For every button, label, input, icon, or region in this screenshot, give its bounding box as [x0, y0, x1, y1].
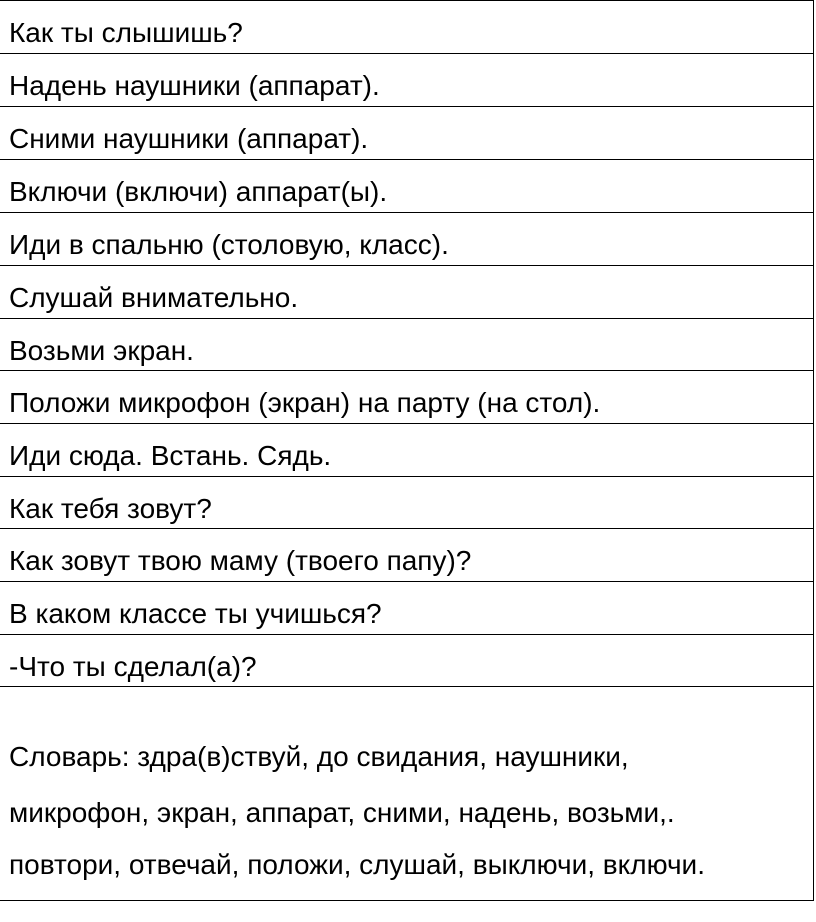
- vocabulary-line: Словарь: здра(в)ствуй, до свидания, наушники,: [9, 741, 629, 772]
- phrase-text: Сними наушники (аппарат).: [9, 123, 369, 154]
- phrase-text: Как зовут твою маму (твоего папу)?: [9, 545, 472, 576]
- table-row: [0, 159, 814, 212]
- phrase-text: Возьми экран.: [9, 335, 194, 366]
- phrase-text: В каком классе ты учишься?: [9, 598, 382, 629]
- phrase-text: Надень наушники (аппарат).: [9, 70, 380, 101]
- table-row: [0, 53, 814, 106]
- table-row: [0, 528, 814, 581]
- table-row: [0, 581, 814, 634]
- phrase-text: Как тебя зовут?: [9, 493, 212, 524]
- vocabulary-line: микрофон, экран, аппарат, сними, надень, возьми,.: [9, 797, 675, 828]
- vocabulary-line: повтори, отвечай, положи, слушай, выключи, включи.: [9, 849, 705, 880]
- vocabulary-cell: [0, 686, 814, 901]
- table-row: [0, 423, 814, 476]
- phrase-text: Иди сюда. Встань. Сядь.: [9, 440, 332, 471]
- phrase-text: Слушай внимательно.: [9, 282, 299, 313]
- table-row: [0, 106, 814, 159]
- table-row: [0, 370, 814, 423]
- phrase-text: Положи микрофон (экран) на парту (на стол).: [9, 387, 601, 418]
- phrase-text: Включи (включи) аппарат(ы).: [9, 176, 388, 207]
- table-row: [0, 634, 814, 686]
- table-row: [0, 476, 814, 528]
- phrase-text: Иди в спальню (столовую, класс).: [9, 229, 449, 260]
- table-row: [0, 318, 814, 370]
- phrase-text: Как ты слышишь?: [9, 17, 243, 48]
- table-row: [0, 265, 814, 318]
- phrase-text: -Что ты сделал(а)?: [9, 651, 257, 682]
- table-row: [0, 0, 814, 53]
- table-row: [0, 212, 814, 265]
